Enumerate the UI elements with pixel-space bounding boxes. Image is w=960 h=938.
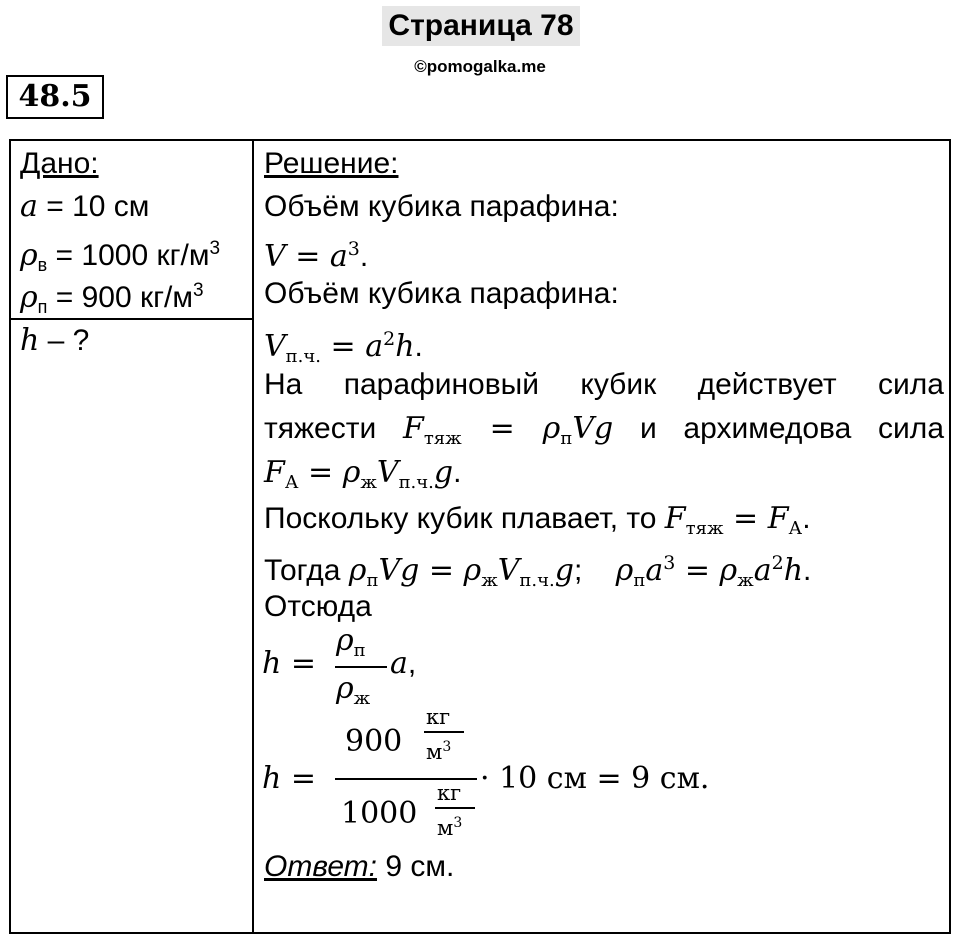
given-heading: Дано: [20,147,99,180]
formula-archimedes: $F_А = \rho_жV_{п.ч.}g$. [264,455,462,493]
solution-line1: Объём кубика парафина: [264,190,619,223]
formula-volume: $V = a^3$. [264,238,369,274]
solution-table: Дано: a = 10 см $\rho_в = 1000$ $кг/м^3$ $\rho_п = 900$ $кг/м^3$ h – ? Решение: Объём кубика парафина: $V = a^3$. Объём кубика парафина: $V_{п.ч.} = a^2h$. На парафиновый кубик действует сила тяжести $F_{тяж} = \rho_пVg$ и архимедова сила $F_А = \rho_жV_{п.ч.}g$. Поскольку кубик плавает, то $F_{тяж} = F_А$. Тогда $\rho_пVg = \rho_жV_{п.ч.}g$; $\rho_пa^3 = \rho_жa^2h$. Отсюда h = $\rho_п$ $\rho_ж$ a, h = 900 кг $м^3$ 1000 кг $м^3$ · 10 см = 9 см. Ответ: 9 см. [9,139,951,934]
solution-heading: Решение: [264,147,399,180]
find-h: h – ? [20,323,90,358]
given-a: a = 10 см [20,189,150,224]
watermark: ©pomogalka.me [414,57,546,76]
answer: Ответ: 9 см. [264,850,455,883]
para-gravity: На парафиновый кубик действует сила [264,368,944,401]
page-title: Страница 78 [382,6,580,46]
formula-submerged-volume: $V_{п.ч.} = a^2h$. [264,328,423,367]
column-divider [252,141,254,932]
para-gravity-formula: тяжести $F_{тяж} = \rho_пVg$ и архимедова сила [264,411,944,449]
balance-equation: Тогда $\rho_пVg = \rho_жV_{п.ч.}g$; $\rho_пa^3 = \rho_жa^2h$. [264,552,812,591]
given-rho-water: $\rho_в = 1000$ $кг/м^3$ [20,238,221,275]
problem-number: 48.5 [6,75,104,119]
given-rho-paraffin: $\rho_п = 900$ $кг/м^3$ [20,280,204,317]
hence-label: Отсюда [264,590,372,623]
solution-line3: Объём кубика парафина: [264,277,619,310]
float-condition: Поскольку кубик плавает, то $F_{тяж} = F_А$. [264,501,811,539]
